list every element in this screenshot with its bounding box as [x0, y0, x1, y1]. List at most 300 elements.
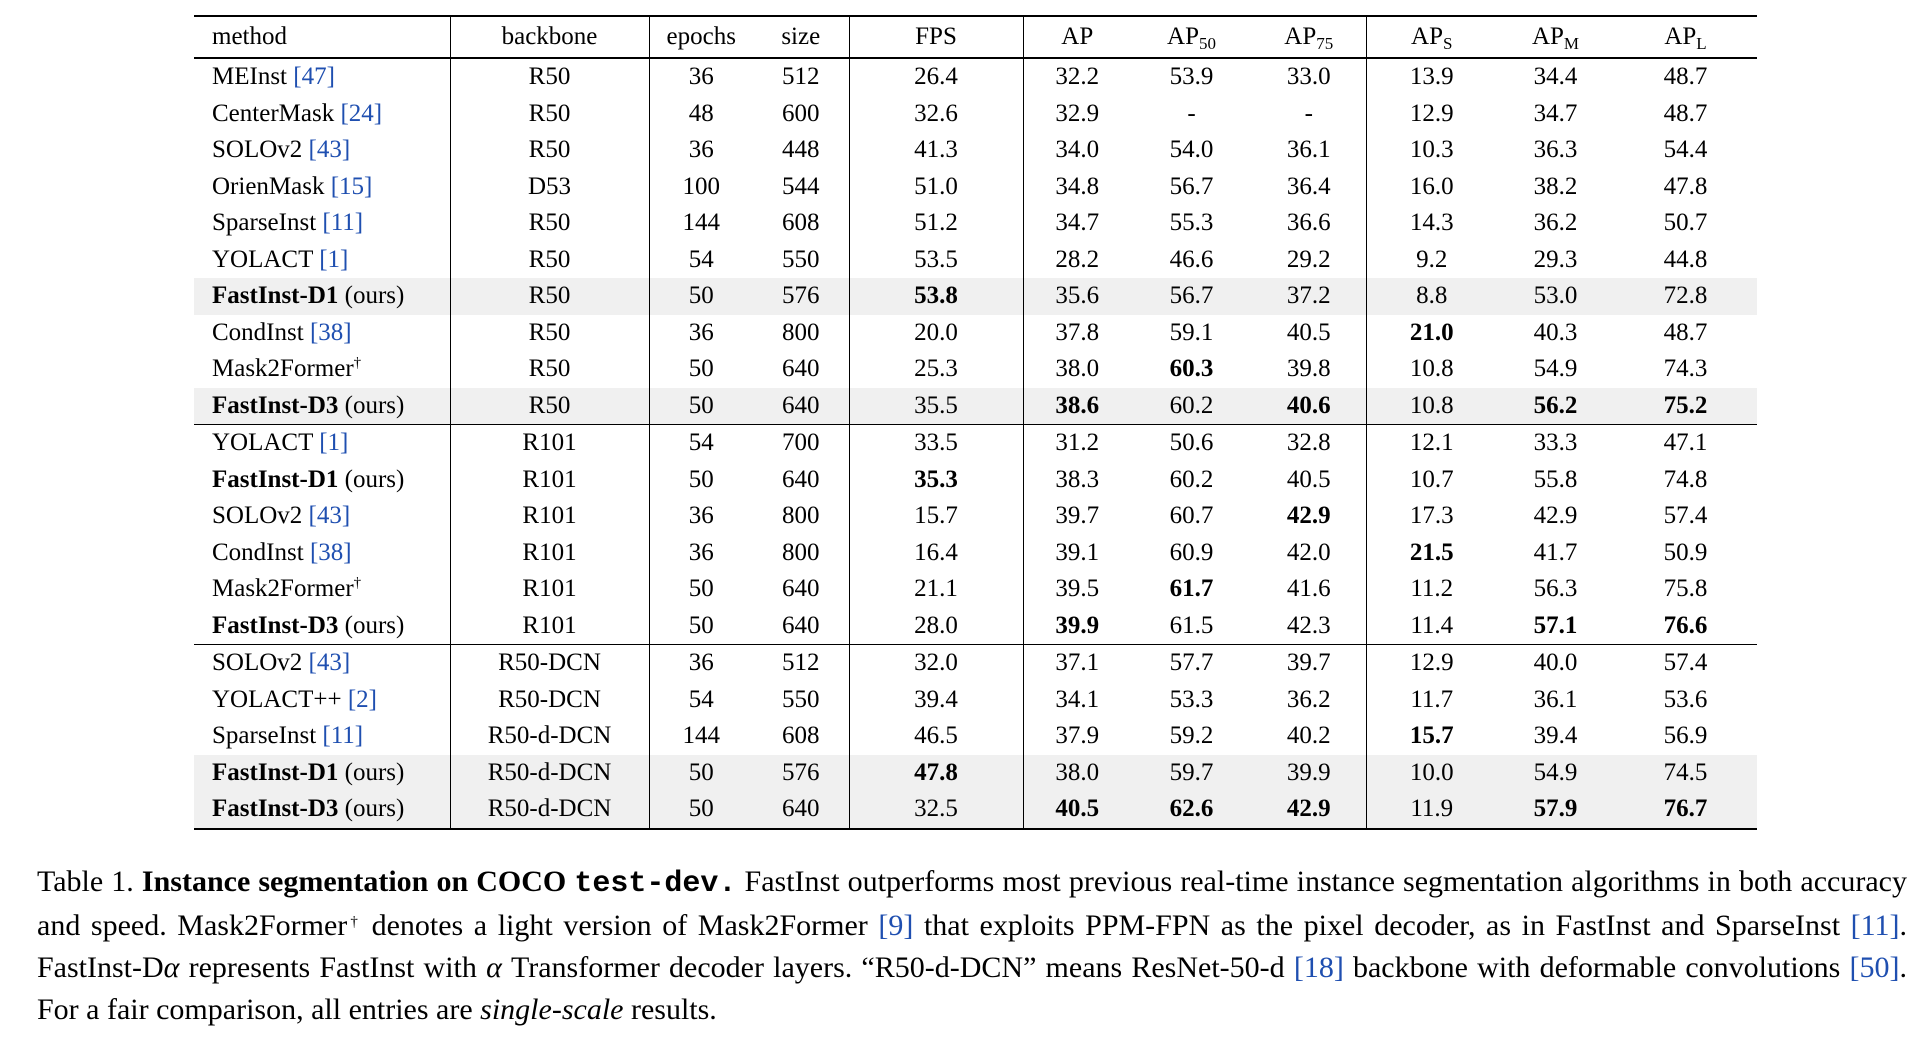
cell-apm: 54.9 [1533, 355, 1578, 383]
cell-epochs: 50 [688, 355, 714, 383]
header-aps: $AP_S$ [1411, 23, 1453, 53]
cell-apm: 57.9 [1497, 791, 1614, 829]
cell-apl: 48.7 [1663, 99, 1708, 127]
header-apl: $AP_L$ [1664, 23, 1707, 53]
table-row [194, 755, 1757, 792]
cell-aps: 11.9 [1366, 791, 1497, 829]
cell-backbone: R50 [450, 388, 649, 425]
cell-epochs: 54 [688, 429, 714, 457]
cell-apm: 40.0 [1533, 649, 1578, 677]
cell-ap75: 40.6 [1252, 388, 1366, 425]
cell-apl: 48.7 [1663, 63, 1708, 91]
cell-size: 800 [753, 498, 849, 535]
cell-ap50: 54.0 [1169, 136, 1214, 164]
cell-ap: 32.2 [1055, 63, 1100, 91]
method-name: FastInst-D3 [212, 391, 339, 419]
cell-ap: 37.8 [1055, 318, 1100, 346]
cell-ap: 34.0 [1055, 136, 1100, 164]
cell-fps: 32.5 [849, 791, 1023, 829]
cell-epochs: 50 [688, 575, 714, 603]
cell-ap75: 39.7 [1252, 645, 1366, 682]
cell-apl: 57.4 [1663, 502, 1708, 530]
cell-ap75: 36.2 [1252, 682, 1366, 719]
cell-size: 608 [753, 205, 849, 242]
cell-size: 608 [753, 718, 849, 755]
table-row [194, 535, 1757, 572]
cell-ap75: 39.8 [1252, 351, 1366, 388]
table-body [194, 58, 1757, 829]
cell-apm: 41.7 [1533, 538, 1578, 566]
cell-fps: 26.4 [849, 58, 1023, 96]
cell-aps: 16.0 [1409, 172, 1454, 200]
cell-apm: 34.7 [1533, 99, 1578, 127]
table-row [194, 682, 1757, 719]
caption-title: Instance segmentation on COCO test-dev. [141, 865, 737, 901]
citation-link[interactable]: [43] [308, 136, 351, 164]
cell-fps: 32.0 [849, 645, 1023, 682]
cell-ap75: 29.2 [1252, 242, 1366, 279]
cell-ap: 38.0 [1055, 355, 1100, 383]
cell-aps: 13.9 [1409, 63, 1454, 91]
cell-aps: 11.4 [1410, 611, 1454, 639]
cell-epochs: 50 [688, 611, 714, 639]
cell-apm: 39.4 [1533, 722, 1578, 750]
cell-ap75: 42.9 [1252, 498, 1366, 535]
cell-epochs: 36 [688, 63, 714, 91]
cell-ap: 38.0 [1023, 755, 1131, 792]
cell-fps: 51.2 [849, 205, 1023, 242]
cell-size: 576 [753, 278, 849, 315]
method-name: MEInst [212, 63, 287, 91]
method-name: CondInst [212, 318, 304, 346]
citation-link[interactable]: [47] [293, 63, 335, 91]
cell-apl: 75.8 [1663, 575, 1708, 603]
cell-fps: 25.3 [849, 351, 1023, 388]
method-name: SparseInst [212, 722, 317, 750]
cell-method [194, 425, 450, 462]
dagger-mark: † [353, 575, 362, 592]
cell-backbone: R50-d-DCN [450, 791, 649, 829]
table-row [194, 645, 1757, 682]
cell-method [194, 682, 450, 719]
cell-apm: 33.3 [1533, 429, 1578, 457]
cell-fps: 53.8 [849, 278, 1023, 315]
header-method: method [194, 16, 450, 58]
cell-method [194, 315, 450, 352]
citation-link[interactable]: [43] [308, 502, 351, 530]
cell-apl: 75.2 [1614, 388, 1757, 425]
method-name: YOLACT [212, 429, 313, 457]
cell-size: 550 [753, 682, 849, 719]
method-name: YOLACT [212, 245, 313, 273]
citation-link[interactable]: [18] [1293, 951, 1344, 984]
ours-label: (ours) [344, 795, 405, 823]
cell-size: 576 [753, 755, 849, 792]
cell-method [194, 462, 450, 499]
cell-ap: 28.2 [1055, 245, 1100, 273]
table-row [194, 718, 1757, 755]
cell-ap75: 42.3 [1252, 608, 1366, 645]
ours-label: (ours) [344, 465, 405, 493]
method-name: SparseInst [212, 209, 317, 237]
cell-ap50: 60.9 [1169, 538, 1214, 566]
header-apm: $AP_M$ [1531, 23, 1580, 53]
cell-apl: 56.9 [1663, 722, 1708, 750]
cell-apl: 74.3 [1663, 355, 1708, 383]
cell-aps: 15.7 [1409, 722, 1454, 750]
cell-apl: 76.7 [1614, 791, 1757, 829]
header-ap50: $AP_{50}$ [1167, 23, 1216, 53]
cell-ap75: 40.2 [1252, 718, 1366, 755]
method-name: SOLOv2 [212, 502, 303, 530]
citation-link[interactable]: [43] [308, 649, 351, 677]
header-epochs: epochs [666, 23, 736, 50]
cell-ap: 31.2 [1055, 429, 1100, 457]
cell-backbone: R50 [450, 58, 649, 96]
cell-apm: 40.3 [1533, 318, 1578, 346]
citation-link[interactable]: [9] [878, 909, 914, 942]
cell-fps: 53.5 [849, 242, 1023, 279]
cell-fps: 20.0 [849, 315, 1023, 352]
table-row [194, 462, 1757, 499]
cell-ap75: - [1252, 96, 1366, 133]
citation-link[interactable]: [50] [1849, 951, 1900, 984]
table-row [194, 425, 1757, 462]
cell-apl: 72.8 [1614, 278, 1757, 315]
cell-ap: 34.8 [1055, 172, 1100, 200]
citation-link[interactable]: [1] [319, 245, 349, 273]
cell-ap50: 60.3 [1169, 355, 1214, 383]
cell-ap75: 36.4 [1252, 169, 1366, 206]
cell-ap50: 59.1 [1169, 318, 1214, 346]
cell-epochs: 48 [688, 99, 714, 127]
cell-fps: 16.4 [849, 535, 1023, 572]
cell-ap: 39.9 [1055, 611, 1100, 639]
cell-size: 448 [753, 132, 849, 169]
cell-apm: 29.3 [1533, 245, 1578, 273]
cell-fps: 28.0 [849, 608, 1023, 645]
cell-apm: 55.8 [1533, 465, 1578, 493]
cell-backbone: R101 [450, 571, 649, 608]
cell-size: 550 [753, 242, 849, 279]
cell-size: 800 [753, 315, 849, 352]
citation-link[interactable]: [38] [309, 318, 352, 346]
cell-apm: 34.4 [1533, 63, 1578, 91]
cell-ap75: 41.6 [1252, 571, 1366, 608]
cell-apm: 57.1 [1533, 611, 1578, 639]
cell-method [194, 351, 450, 388]
method-name: OrienMask [212, 172, 325, 200]
cell-apl: 74.5 [1614, 755, 1757, 792]
citation-link[interactable]: [11] [322, 209, 364, 237]
cell-aps: 10.7 [1409, 465, 1454, 493]
cell-method [194, 58, 450, 96]
method-name: FastInst-D1 [212, 758, 339, 786]
method-name: SOLOv2 [212, 649, 303, 677]
cell-backbone: R50 [450, 132, 649, 169]
cell-fps: 15.7 [849, 498, 1023, 535]
cell-apm: 36.3 [1533, 136, 1578, 164]
cell-epochs: 54 [688, 245, 714, 273]
method-name: CenterMask [212, 99, 335, 127]
table-row [194, 608, 1757, 645]
cell-epochs: 50 [649, 278, 753, 315]
cell-epochs: 50 [688, 465, 714, 493]
cell-ap75: 36.1 [1252, 132, 1366, 169]
cell-ap75: 40.5 [1252, 462, 1366, 499]
cell-apm: 56.3 [1533, 575, 1578, 603]
cell-size: 700 [753, 425, 849, 462]
citation-link[interactable]: [11] [322, 722, 364, 750]
table-row [194, 205, 1757, 242]
table-row [194, 571, 1757, 608]
cell-backbone: R101 [450, 608, 649, 645]
cell-aps: 12.1 [1409, 429, 1454, 457]
citation-link[interactable]: [24] [340, 99, 383, 127]
cell-aps: 10.8 [1366, 388, 1497, 425]
citation-link[interactable]: [2] [347, 685, 377, 713]
cell-ap75: 33.0 [1252, 58, 1366, 96]
cell-apl: 50.9 [1663, 538, 1708, 566]
cell-ap50: 55.3 [1169, 209, 1214, 237]
table-row [194, 96, 1757, 133]
cell-ap50: 61.5 [1169, 611, 1214, 639]
cell-backbone: R50 [450, 315, 649, 352]
cell-fps: 51.0 [849, 169, 1023, 206]
table-row [194, 278, 1757, 315]
citation-link[interactable]: [1] [319, 429, 349, 457]
cell-backbone: R101 [450, 535, 649, 572]
cell-method [194, 388, 450, 425]
citation-link[interactable]: [15] [330, 172, 373, 200]
cell-ap: 37.9 [1055, 722, 1100, 750]
method-name: FastInst-D3 [212, 611, 339, 639]
cell-ap: 32.9 [1055, 99, 1100, 127]
cell-epochs: 144 [682, 722, 720, 750]
cell-ap50: 46.6 [1169, 245, 1214, 273]
method-name: FastInst-D3 [212, 795, 339, 823]
cell-aps: 21.0 [1409, 318, 1454, 346]
cell-ap: 40.5 [1023, 791, 1131, 829]
cell-aps: 17.3 [1409, 502, 1454, 530]
cell-ap50: 56.7 [1169, 172, 1214, 200]
ours-label: (ours) [344, 758, 405, 786]
cell-size: 512 [753, 645, 849, 682]
method-name: SOLOv2 [212, 136, 303, 164]
method-name: YOLACT++ [212, 685, 342, 713]
cell-size: 640 [753, 462, 849, 499]
cell-epochs: 50 [649, 388, 753, 425]
cell-backbone: R50-d-DCN [450, 718, 649, 755]
cell-ap: 39.7 [1055, 502, 1100, 530]
cell-ap50: 56.7 [1131, 278, 1252, 315]
cell-apm: 36.1 [1533, 685, 1578, 713]
table-row [194, 315, 1757, 352]
cell-aps: 21.5 [1409, 538, 1454, 566]
cell-aps: 10.3 [1409, 136, 1454, 164]
cell-backbone: R101 [450, 498, 649, 535]
citation-link[interactable]: [38] [309, 538, 352, 566]
cell-size: 640 [753, 388, 849, 425]
cell-ap: 35.6 [1023, 278, 1131, 315]
cell-backbone: R50 [450, 205, 649, 242]
cell-method [194, 571, 450, 608]
cell-method [194, 96, 450, 133]
cell-ap50: 59.7 [1131, 755, 1252, 792]
cell-apl: 44.8 [1663, 245, 1708, 273]
cell-ap75: 40.5 [1252, 315, 1366, 352]
caption-label: Table 1. [37, 865, 134, 898]
cell-method [194, 608, 450, 645]
table-row [194, 58, 1757, 96]
ours-label: (ours) [344, 282, 405, 310]
cell-aps: 9.2 [1416, 245, 1448, 273]
results-table [194, 15, 1757, 830]
results-table-container [194, 15, 1757, 830]
cell-ap50: 59.2 [1169, 722, 1214, 750]
cell-ap: 38.6 [1023, 388, 1131, 425]
cell-apl: 48.7 [1663, 318, 1708, 346]
citation-link[interactable]: [11] [1850, 909, 1900, 942]
cell-method [194, 242, 450, 279]
cell-apl: 57.4 [1663, 649, 1708, 677]
cell-apm: 38.2 [1533, 172, 1578, 200]
cell-epochs: 36 [688, 136, 714, 164]
cell-aps: 8.8 [1366, 278, 1497, 315]
cell-ap75: 32.8 [1252, 425, 1366, 462]
header-backbone: backbone [450, 16, 649, 58]
cell-apm: 42.9 [1533, 502, 1578, 530]
ours-label: (ours) [344, 611, 405, 639]
cell-size: 512 [753, 58, 849, 96]
cell-ap50: 62.6 [1131, 791, 1252, 829]
cell-apl: 74.8 [1663, 465, 1708, 493]
table-row [194, 169, 1757, 206]
cell-epochs: 36 [688, 502, 714, 530]
cell-apl: 47.8 [1663, 172, 1708, 200]
cell-apl: 76.6 [1663, 611, 1708, 639]
cell-method [194, 498, 450, 535]
cell-ap75: 37.2 [1252, 278, 1366, 315]
cell-apm: 36.2 [1533, 209, 1578, 237]
cell-ap50: 60.2 [1169, 465, 1214, 493]
cell-apm: 54.9 [1497, 755, 1614, 792]
cell-aps: 11.7 [1410, 685, 1454, 713]
cell-ap: 34.7 [1055, 209, 1100, 237]
cell-ap75: 42.0 [1252, 535, 1366, 572]
header-ap75: $AP_{75}$ [1252, 16, 1366, 58]
table-row [194, 351, 1757, 388]
cell-ap: 39.1 [1055, 538, 1100, 566]
method-name: Mask2Former [212, 355, 354, 383]
cell-ap: 39.5 [1055, 575, 1100, 603]
cell-backbone: R50 [450, 278, 649, 315]
cell-size: 640 [753, 791, 849, 829]
cell-method [194, 718, 450, 755]
cell-fps: 41.3 [849, 132, 1023, 169]
cell-size: 640 [753, 351, 849, 388]
ours-label: (ours) [344, 391, 405, 419]
cell-ap: 38.3 [1055, 465, 1100, 493]
dagger-mark: † [353, 355, 362, 372]
cell-method [194, 791, 450, 829]
cell-apl: 54.4 [1663, 136, 1708, 164]
cell-aps: 10.0 [1366, 755, 1497, 792]
cell-size: 600 [753, 96, 849, 133]
cell-backbone: D53 [450, 169, 649, 206]
cell-fps: 21.1 [849, 571, 1023, 608]
cell-epochs: 36 [688, 318, 714, 346]
method-name: CondInst [212, 538, 304, 566]
cell-method [194, 278, 450, 315]
cell-method [194, 535, 450, 572]
cell-ap50: 60.2 [1131, 388, 1252, 425]
table-row [194, 498, 1757, 535]
cell-fps: 46.5 [849, 718, 1023, 755]
cell-aps: 12.9 [1409, 99, 1454, 127]
cell-epochs: 144 [682, 209, 720, 237]
method-name: FastInst-D1 [212, 282, 339, 310]
cell-fps: 32.6 [849, 96, 1023, 133]
table-row [194, 132, 1757, 169]
cell-backbone: R50-DCN [450, 645, 649, 682]
header-size: size [753, 16, 849, 58]
table-caption: Table 1. Instance segmentation on COCO test-dev. FastInst outperforms most previous real-time instance segmentation algorithms in both accuracy and speed. Mask2Former† denotes a light version of Mask2Former [9] that exploits PPM-FPN as the pixel decoder, as in FastInst and SparseInst [11]. FastInst-Dα represents FastInst with α Transformer decoder layers. “R50-d-DCN” means ResNet-50-d [18] backbone with deformable convolutions [50]. For a fair comparison, all entries are single-scale results. [37, 865, 1908, 1026]
cell-epochs: 100 [682, 172, 720, 200]
cell-ap50: 57.7 [1169, 649, 1214, 677]
cell-aps: 10.8 [1409, 355, 1454, 383]
table-row [194, 388, 1757, 425]
cell-ap: 37.1 [1055, 649, 1100, 677]
cell-size: 800 [753, 535, 849, 572]
cell-epochs: 50 [649, 791, 753, 829]
cell-method [194, 755, 450, 792]
cell-backbone: R101 [450, 462, 649, 499]
cell-fps: 33.5 [849, 425, 1023, 462]
cell-method [194, 205, 450, 242]
cell-ap75: 42.9 [1252, 791, 1366, 829]
cell-apm: 53.0 [1497, 278, 1614, 315]
cell-apl: 50.7 [1663, 209, 1708, 237]
cell-method [194, 132, 450, 169]
cell-ap50: 53.3 [1169, 685, 1214, 713]
cell-backbone: R50 [450, 351, 649, 388]
cell-fps: 35.5 [849, 388, 1023, 425]
cell-epochs: 36 [688, 649, 714, 677]
cell-size: 640 [753, 608, 849, 645]
cell-fps: 39.4 [849, 682, 1023, 719]
table-row [194, 242, 1757, 279]
cell-size: 544 [753, 169, 849, 206]
cell-size: 640 [753, 571, 849, 608]
cell-epochs: 36 [688, 538, 714, 566]
cell-backbone: R50 [450, 242, 649, 279]
method-name: FastInst-D1 [212, 465, 339, 493]
cell-apm: 56.2 [1497, 388, 1614, 425]
cell-method [194, 169, 450, 206]
cell-aps: 14.3 [1409, 209, 1454, 237]
cell-ap50: 50.6 [1169, 429, 1214, 457]
header-fps: FPS [849, 16, 1023, 58]
cell-fps: 47.8 [849, 755, 1023, 792]
cell-backbone: R50-DCN [450, 682, 649, 719]
cell-apl: 47.1 [1663, 429, 1708, 457]
cell-ap: 34.1 [1055, 685, 1100, 713]
cell-backbone: R50 [450, 96, 649, 133]
cell-fps: 35.3 [849, 462, 1023, 499]
cell-ap75: 36.6 [1252, 205, 1366, 242]
cell-aps: 11.2 [1410, 575, 1454, 603]
